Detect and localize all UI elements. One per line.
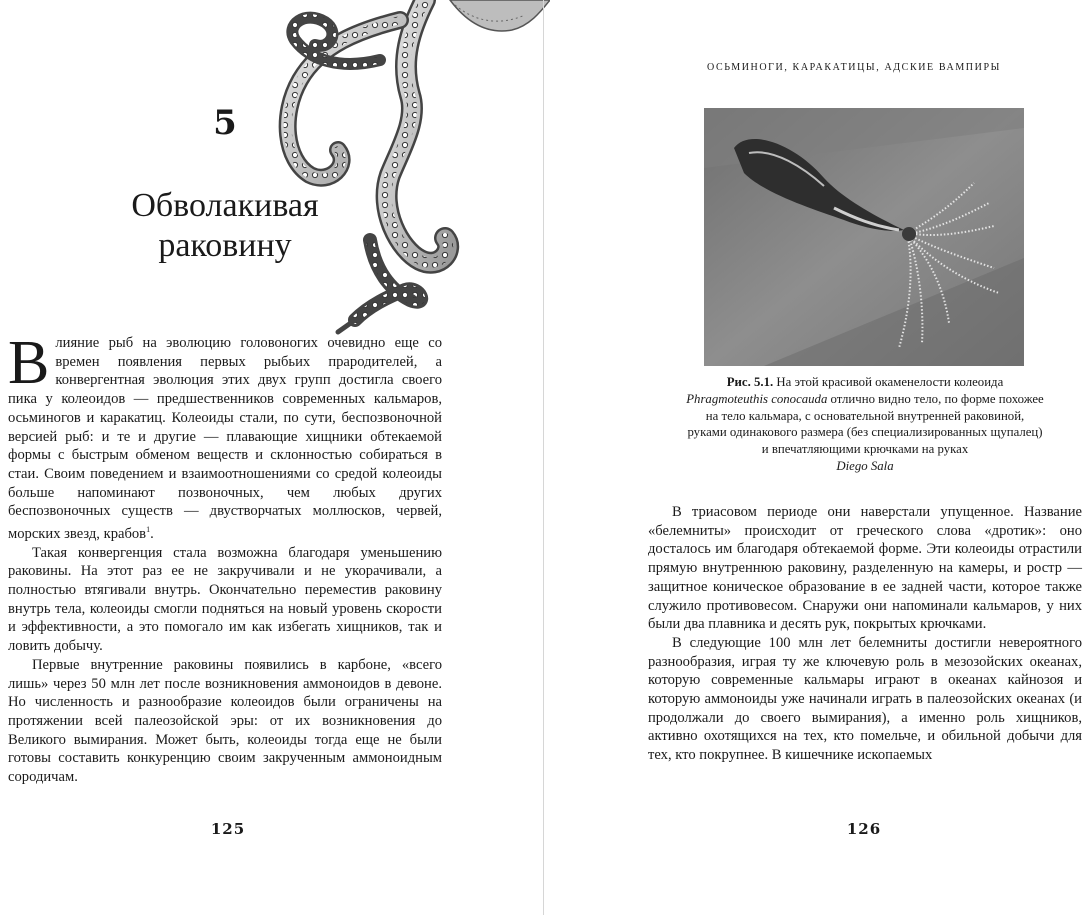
caption-line-2: отлично видно тело, по форме похожее bbox=[830, 391, 1044, 406]
octopus-tentacle-illustration bbox=[250, 0, 550, 335]
footnote-marker[interactable]: 1 bbox=[146, 525, 151, 535]
photo-credit: Diego Sala bbox=[836, 458, 894, 473]
paragraph: В триасовом периоде они наверстали упущенное. Название «белемниты» происходит от греческого слова «дротик»: оно досталось им благодаря обтекаемой форме. Эти колеоиды отрастили прямую внутреннюю раковину, разделенную на камеры, и ростр — защитное коническое образование в ее задней части, которое также служило противовесом. Снаружи они напоминали кальмаров, у них были два плавника и десять рук, покрытых крючками. bbox=[648, 504, 1082, 633]
page-number-left: 125 bbox=[210, 820, 246, 838]
running-head: ОСЬМИНОГИ, КАРАКАТИЦЫ, АДСКИЕ ВАМПИРЫ bbox=[707, 62, 1001, 73]
caption-line bbox=[648, 374, 1082, 391]
figure-label: Рис. 5.1. bbox=[726, 375, 774, 389]
drop-cap: В bbox=[8, 329, 50, 397]
chapter-title bbox=[60, 186, 390, 266]
chapter-number: 5 bbox=[213, 103, 237, 143]
caption-line-5: и впечатляющими крючками на руках bbox=[761, 442, 969, 457]
fossil-photo bbox=[704, 108, 1024, 366]
caption-line-1: На этой красивой окаменелости колеоида bbox=[776, 375, 1004, 389]
paragraph-1-text: лияние рыб на эволюцию головоногих очевидно еще со времен появления первых рыбьих прародителей, а конвергентная эволюция этих двух групп достигла своего пика у колеоидов — предшественников современных кальмаров, осьминогов и каракатиц. Колеоиды стали, по сути, беспозвоночной версией рыб: и те и другие — плавающие хищники обтекаемой формы с быстрым обменом веществ и склонностью собираться в стаи. Своим поведением и взаимоотношениями со средой колеоиды больше напоминают позвоночных, чем любых других беспозвоночных существ — двустворчатых моллюсков, червей, морских звезд, крабов bbox=[8, 335, 442, 542]
paragraph: Первые внутренние раковины появились в карбоне, «всего лишь» через 50 млн лет после возникновения аммоноидов в девоне. Но численность и разнообразие колеоидов были ограничены на протяжении всей палеозойской эры: от их возникновения до Великого вымирания. Может быть, колеоиды тогда еще не были готовы составить конкуренцию своим закрученным аммоноидным сородичам. bbox=[8, 656, 442, 786]
figure-caption bbox=[648, 374, 1082, 475]
left-page bbox=[0, 0, 543, 915]
paragraph-1-end: . bbox=[150, 525, 154, 542]
paragraph bbox=[8, 329, 442, 544]
chapter-title-line2: раковину bbox=[158, 227, 292, 264]
species-name: Phragmoteuthis conocauda bbox=[686, 391, 828, 406]
caption-line-4: руками одинакового размера (без специализированных щупалец) bbox=[687, 425, 1043, 440]
left-body-text bbox=[8, 329, 442, 787]
caption-line-3: на тело кальмара, с основательной внутренней раковиной, bbox=[705, 408, 1025, 423]
right-page bbox=[544, 0, 1088, 915]
chapter-title-line1: Обволакивая bbox=[131, 187, 319, 224]
right-body-text bbox=[648, 503, 1082, 765]
paragraph: Такая конвергенция стала возможна благодаря уменьшению раковины. На этот раз ее не закручивали и не укорачивали, а полностью втягивали внутрь. Окончательно переместив раковину внутрь тела, колеоиды смогли подняться на новый уровень скорости и эффективности, а это помогало им как избегать хищников, так и ловить добычу. bbox=[8, 544, 442, 655]
paragraph: В следующие 100 млн лет белемниты достигли невероятного разнообразия, играя ту же ключевую роль в мезозойских океанах, которую современные кальмары играют в океанах кайнозоя и которую аммоноиды уже начинали играть в палеозойских океанах (и продолжали до своего вымирания), а именно роль хищников, активно охотящихся на тех, кто помельче, и обильной добычи для тех, кто покрупнее. В кишечнике ископаемых bbox=[648, 634, 1082, 764]
page-number-right: 126 bbox=[846, 820, 882, 838]
caption-line bbox=[648, 391, 1082, 408]
